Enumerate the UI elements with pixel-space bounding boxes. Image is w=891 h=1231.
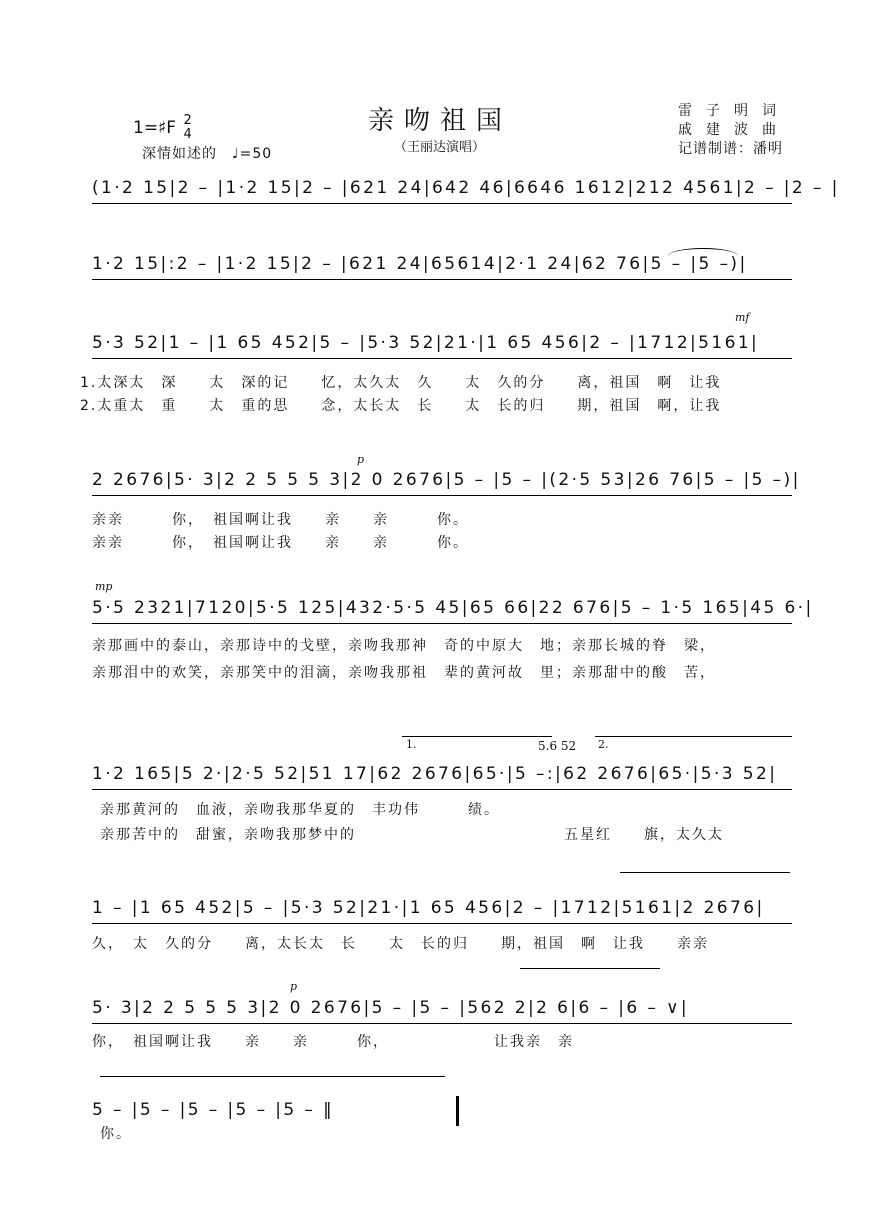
lyric-verse-1: 1.太深太 深 太 深的记 忆，太久太 久 太 久的分 离，祖国 啊 让我 (80, 375, 722, 391)
composer-credit: 戚建波曲 (678, 122, 790, 138)
crescendo-line (620, 872, 790, 873)
notation-line: 5 – |5 – |5 – |5 – |5 – ‖ (92, 1100, 335, 1120)
dynamic-p: p (290, 980, 298, 993)
beam-line (92, 789, 792, 790)
song-title: 亲吻祖国 (368, 106, 513, 136)
lyric-line: 你。 (100, 1126, 132, 1142)
transcriber-credit: 记谱制谱：潘明 (678, 141, 783, 157)
final-barline (456, 1096, 459, 1126)
lyric-verse-2: 亲亲 你， 祖国啊让我 亲 亲 你。 (92, 535, 469, 551)
beam-line (92, 623, 792, 624)
volta-2-bracket (595, 736, 792, 737)
grace-notes: 5.6 52 (538, 739, 577, 753)
lyric-line: 久， 太 久的分 离，太长太 长 太 长的归 期，祖国 啊 让我 亲亲 (92, 936, 709, 952)
notation-line: 5·5 2321|7120|5·5 125|432·5·5 45|65 66|22 676|5 – 1·5 165|45 6·| (92, 598, 814, 618)
beam-line (92, 203, 792, 204)
tempo-marking: 深情如述的 ♩=50 (142, 146, 273, 162)
time-signature (183, 114, 191, 142)
key-label: 1=♯F (133, 118, 177, 138)
dynamic-mp: mp (95, 580, 113, 593)
dynamic-mf: mf (735, 311, 750, 324)
notation-line: 1·2 15|:2 – |1·2 15|2 – |621 24|65614|2·1 24|62 76|5 – |5 –)| (92, 254, 748, 274)
volta-1-label: 1. (406, 738, 417, 751)
volta-1-bracket (402, 736, 552, 737)
crescendo-line (520, 968, 660, 969)
beam-line (92, 495, 792, 496)
lyricist-credit: 雷子明词 (678, 103, 790, 119)
decrescendo-line (100, 1076, 445, 1077)
notation-line: 5· 3|2 2 5 5 5 3|2 0 2676|5 – |5 – |562 2|2 6|6 – |6 – ∨| (92, 998, 690, 1018)
key-signature (133, 114, 192, 142)
lyric-verse-2: 2.太重太 重 太 重的思 念，太长太 长 太 长的归 期，祖国 啊，让我 (80, 398, 722, 414)
beam-line (92, 279, 792, 280)
volta-2-label: 2. (598, 738, 609, 751)
lyric-verse-1: 亲那画中的泰山，亲那诗中的戈壁，亲吻我那神 奇的中原大 地；亲那长城的脊 梁， (92, 638, 716, 654)
beam-line (92, 358, 792, 359)
dynamic-p: p (357, 453, 365, 466)
beam-line (92, 1023, 792, 1024)
lyric-line: 你， 祖国啊让我 亲 亲 你， 让我亲 亲 (92, 1034, 574, 1050)
notation-line: 2 2676|5· 3|2 2 5 5 5 3|2 0 2676|5 – |5 – |(2·5 53|26 76|5 – |5 –)| (92, 470, 801, 490)
singer-credit: （王丽达演唱） (394, 140, 486, 155)
time-sig-bottom: 4 (183, 127, 192, 142)
notation-line: 5·3 52|1 – |1 65 452|5 – |5·3 52|21·|1 65 456|2 – |1712|5161| (92, 333, 760, 353)
lyric-verse-2: 亲那泪中的欢笑，亲那笑中的泪滴，亲吻我那祖 辈的黄河故 里；亲那甜中的酸 苦， (92, 665, 716, 681)
notation-line: 1·2 165|5 2·|2·5 52|51 17|62 2676|65·|5 –:|62 2676|65·|5·3 52| (92, 764, 778, 784)
lyric-verse-1: 亲亲 你， 祖国啊让我 亲 亲 你。 (92, 512, 469, 528)
time-sig-top: 2 (183, 113, 192, 128)
notation-line: 1 – |1 65 452|5 – |5·3 52|21·|1 65 456|2 – |1712|5161|2 2676| (92, 898, 765, 918)
beam-line (92, 923, 792, 924)
lyric-verse-2: 亲那苦中的 甜蜜，亲吻我那梦中的 五星红 旗，太久太 (100, 827, 724, 843)
tie-arc (668, 248, 738, 256)
notation-line: (1·2 15|2 – |1·2 15|2 – |621 24|642 46|6646 1612|212 4561|2 – |2 – | (92, 178, 840, 198)
lyric-verse-1: 亲那黄河的 血液，亲吻我那华夏的 丰功伟 绩。 (100, 802, 500, 818)
